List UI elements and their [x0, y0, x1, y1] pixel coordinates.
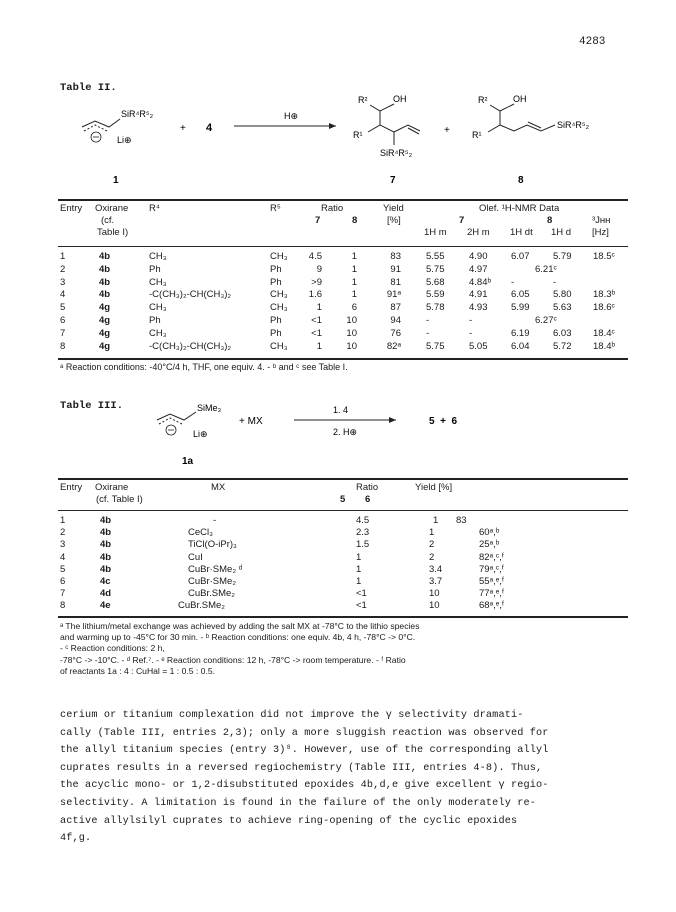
t2-yield: 81 [390, 276, 401, 288]
t2-h1m: 5.59 [426, 289, 445, 301]
table3-header [0, 482, 676, 512]
t2-ratio8: 10 [346, 315, 357, 326]
t2-h1d: 5.79 [553, 251, 572, 262]
page-number: 4283 [579, 36, 606, 48]
product7-si: SiR⁴R⁵₂ [380, 148, 413, 158]
t3-yield: 55ᵃ,ᵉ,ᶠ [479, 576, 505, 587]
t2-oxirane: 4b [99, 289, 111, 301]
t2-oxirane: 4g [99, 302, 111, 314]
t2-ratio8: 1 [351, 263, 357, 275]
t3-entry: 1 [60, 515, 66, 526]
table3-caption: Table III. [60, 400, 124, 412]
t2-entry: 5 [60, 302, 66, 314]
compound-label-8: 8 [518, 175, 524, 186]
t2-r4: CH₃ [149, 276, 167, 288]
t2-h1m: 5.78 [426, 302, 445, 314]
t2-h1dt: - [511, 276, 515, 288]
t2-h1d: 5.80 [553, 289, 572, 301]
t3-yield: 77ᵃ,ᵉ,ᶠ [479, 588, 505, 600]
t2-h1dt: 6.07 [511, 251, 530, 262]
t2-r5: Ph [270, 263, 282, 275]
t2-yield: 82ᵃ [386, 340, 401, 352]
t3-ratio6: 2 [429, 551, 435, 563]
t2-oxirane: 4b [99, 251, 111, 262]
t2-oxirane: 4g [99, 315, 111, 326]
t2-ratio8: 6 [351, 302, 357, 314]
t2-r5: CH₃ [270, 251, 288, 262]
t2-ratio7: 4.5 [308, 251, 322, 262]
t3-entry: 3 [60, 539, 66, 551]
t3-oxirane: 4b [100, 551, 112, 563]
t2-ratio7: 1.6 [308, 289, 322, 301]
t2-entry: 8 [60, 340, 66, 352]
t2-h2m: 5.05 [469, 340, 488, 352]
t2-r4: -C(CH₃)₂-CH(CH₃)₂ [149, 340, 232, 352]
table2-body [0, 251, 676, 356]
t2-h1m: 5.68 [426, 276, 445, 288]
product7-r1: R¹ [353, 130, 363, 140]
t3-mx: CuBr.SMe₂ [188, 588, 235, 600]
t3-h-cf: (cf. Table I) [96, 494, 143, 505]
reagent-si-label: SiR⁴R⁵₂ [121, 109, 154, 119]
t2-ratio7: >9 [311, 276, 322, 288]
t3-yield: 25ᵃ,ᵇ [479, 539, 500, 551]
product8-r2: R² [478, 95, 488, 105]
t2-ratio8: 1 [351, 289, 357, 301]
t3-mx: CeCl₃ [188, 527, 213, 539]
body-text-line: the allyl titanium species (entry 3)⁸. However, use of the corresponding allyl [60, 745, 549, 757]
t2-jhh: 18.4ᵇ [593, 340, 616, 352]
t3-mx: - [213, 515, 217, 526]
t2-h1dt: 6.21ᶜ [535, 263, 557, 275]
t3-oxirane: 4b [100, 563, 112, 575]
t2-yield: 91ᵃ [386, 289, 401, 301]
t2-h-table1: Table I) [97, 227, 129, 238]
t2-r5: Ph [270, 327, 282, 339]
t3-oxirane: 4c [100, 576, 111, 587]
product8-oh: OH [513, 95, 527, 104]
t3-yield: 68ᵃ,ᵉ,ᶠ [479, 600, 505, 612]
t2-h-yield-unit: [%] [387, 215, 401, 226]
t2-jhh: 18.6ᶜ [593, 302, 615, 314]
t2-oxirane: 4g [99, 340, 111, 352]
t2-h-1hdt: 1H dt [510, 227, 533, 238]
reagent-li-label: Li⊕ [117, 135, 132, 145]
t2-jhh: 18.4ᶜ [593, 327, 615, 339]
table3-header-rule [58, 510, 628, 511]
body-text-line: selectivity. A limitation is found in the failure of the only moderately re- [60, 797, 537, 809]
table3-scheme [0, 395, 676, 470]
t2-h-ratio8: 8 [352, 215, 358, 226]
arrow-top-label: 1. 4 [333, 405, 349, 415]
t2-entry: 7 [60, 327, 66, 339]
product7-oh: OH [393, 95, 407, 104]
table3-footnote-line: and warming up to -45°C for 30 min. - ᵇ Reaction conditions: one equiv. 4b, 4 h, -78°C -> 0°C. [60, 632, 416, 643]
t2-h-entry: Entry [60, 203, 83, 214]
t3-entry: 2 [60, 527, 66, 539]
t3-mx: CuBr·SMe₂ [188, 576, 237, 587]
t2-h-olef: Olef. ¹H-NMR Data [479, 203, 560, 214]
t2-jhh: 18.3ᵇ [593, 289, 616, 301]
t3-mx: CuBr·SMe₂ ᵈ [188, 563, 243, 575]
t2-r4: Ph [149, 263, 161, 275]
t3-h-yield: Yield [%] [415, 482, 453, 493]
scheme-plus-1: + [180, 123, 186, 134]
t2-h-1hm: 1H m [424, 227, 447, 238]
t3-ratio6: 2 [429, 539, 435, 551]
t2-oxirane: 4g [99, 327, 111, 339]
t2-ratio7: <1 [311, 327, 322, 339]
table2-header-rule [58, 246, 628, 247]
compound-label-7: 7 [390, 175, 396, 186]
t3-entry: 7 [60, 588, 66, 600]
t3-ratio5: 4.5 [356, 515, 370, 526]
t3-ratio6: 10 [429, 588, 440, 600]
t2-h1m: 5.75 [426, 263, 445, 275]
t2-h1dt: 6.27ᶜ [535, 315, 557, 326]
t2-h2m: - [469, 315, 473, 326]
body-text-line: the acyclic mono- or 1,2-disubstituted epoxides 4b,d,e give excellent γ regio- [60, 780, 549, 792]
t3-h-ratio: Ratio [356, 482, 379, 493]
t2-h1d: 6.03 [553, 327, 572, 339]
body-text-line: cerium or titanium complexation did not improve the γ selectivity dramati- [60, 710, 524, 721]
product-8-structure [488, 104, 555, 132]
t2-ratio8: 1 [351, 251, 357, 262]
t3-oxirane: 4d [100, 588, 112, 600]
t3-yield: 79ᵃ,ᶜ,ᶠ [479, 563, 504, 575]
t3-oxirane: 4b [100, 515, 112, 526]
t3-entry: 6 [60, 576, 66, 587]
t2-h-yield: Yield [383, 203, 404, 214]
t2-h-nmr8: 8 [547, 215, 553, 226]
t2-h2m: 4.90 [469, 251, 488, 262]
t2-ratio7: 1 [316, 340, 322, 352]
t2-r5: CH₃ [270, 289, 288, 301]
t2-h1d: 5.63 [553, 302, 572, 314]
compound-label-1: 1 [113, 175, 119, 186]
t2-r4: CH₃ [149, 251, 167, 262]
t2-h1d: 5.72 [553, 340, 572, 352]
t2-h-r5: R⁵ [270, 203, 281, 214]
t3-h-oxirane: Oxirane [95, 482, 129, 493]
t2-h1dt: 5.99 [511, 302, 530, 314]
body-text-line: active allylsilyl cuprates to achieve ring-opening of the cyclic epoxides [60, 815, 518, 827]
table3-footnote-line: ᵃ The lithium/metal exchange was achieved by adding the salt MX at -78°C to the lithio species [60, 621, 420, 631]
product8-si: SiR⁴R⁵₂ [557, 120, 590, 130]
t3-oxirane: 4e [100, 600, 111, 612]
scheme-reactant-4: 4 [206, 122, 213, 134]
t3-yield: 82ᵃ,ᶜ,ᶠ [479, 551, 504, 563]
t2-h-nmr7: 7 [459, 215, 465, 226]
t2-r4: -C(CH₃)₂-CH(CH₃)₂ [149, 289, 232, 301]
allyl-anion-structure [82, 119, 120, 131]
t2-h1m: 5.75 [426, 340, 445, 352]
body-text-line: cuprates results in a reversed regiochemistry (Table III, entries 4-8). Thus, [60, 762, 543, 774]
t2-h2m: 4.93 [469, 302, 488, 314]
table2-caption: Table II. [60, 82, 117, 94]
table3-footnote [60, 621, 640, 677]
t2-h-2hm: 2H m [467, 227, 490, 238]
table3-body [0, 515, 676, 615]
t3-ratio6: 10 [429, 600, 440, 612]
t2-h-hz: [Hz] [592, 227, 609, 238]
t2-ratio7: <1 [311, 315, 322, 326]
table2-footnote: ᵃ Reaction conditions: -40°C/4 h, THF, one equiv. 4. - ᵇ and ᶜ see Table I. [60, 362, 348, 372]
t3-entry: 5 [60, 563, 66, 575]
arrow-label-h: H⊕ [284, 111, 299, 121]
t2-r5: CH₃ [270, 302, 288, 314]
t2-ratio8: 10 [346, 327, 357, 339]
t2-r4: Ph [149, 315, 161, 326]
t2-ratio7: 1 [316, 302, 322, 314]
product-7-structure [368, 104, 420, 145]
t2-yield: 91 [390, 263, 401, 275]
t2-r5: CH₃ [270, 340, 288, 352]
t3-ratio6: 1 [433, 515, 439, 526]
scheme-plus-2: + [444, 125, 450, 136]
t2-h-oxirane: Oxirane [95, 203, 129, 214]
table2-header [0, 203, 676, 245]
body-text-line: 4f,g. [60, 833, 92, 845]
t2-h-cf: (cf. [101, 215, 115, 226]
t2-yield: 87 [390, 302, 401, 314]
t3-entry: 4 [60, 551, 66, 563]
t2-jhh: 18.5ᶜ [593, 251, 615, 262]
reagent-li-label-1a: Li⊕ [193, 429, 208, 439]
t3-oxirane: 4b [100, 539, 112, 551]
t3-ratio5: <1 [356, 600, 367, 612]
t2-h-ratio7: 7 [315, 215, 321, 226]
t2-yield: 83 [390, 251, 401, 262]
t2-h1m: - [426, 327, 430, 339]
body-text-line: cally (Table III, entries 2,3); only a more sluggish reaction was observed for [60, 727, 549, 739]
product8-r1: R¹ [472, 130, 482, 140]
table2-scheme [0, 95, 676, 210]
t2-h-ratio: Ratio [321, 203, 344, 214]
t3-ratio5: 1.5 [356, 539, 370, 551]
table3-bottom-rule [58, 616, 628, 618]
t3-mx: CuBr.SMe₂ [178, 600, 225, 612]
t3-oxirane: 4b [100, 527, 112, 539]
scheme-products-5-6: 5 + 6 [429, 416, 458, 427]
t3-ratio5: 1 [356, 576, 362, 587]
body-paragraph [60, 707, 645, 848]
t2-ratio8: 1 [351, 276, 357, 288]
t2-entry: 3 [60, 276, 66, 288]
t2-h2m: 4.97 [469, 263, 488, 275]
t2-h1m: - [426, 315, 430, 326]
t2-entry: 1 [60, 251, 66, 262]
t2-h2m: - [469, 327, 473, 339]
scheme-plus-mx: + MX [239, 416, 263, 427]
t3-mx: CuI [188, 551, 203, 563]
table3-footnote-line: -78°C -> -10°C. - ᵈ Ref.⁷. - ᵉ Reaction conditions: 12 h, -78°C -> room temperature. - ᶠ Ratio [60, 654, 406, 665]
t3-ratio6: 1 [429, 527, 435, 539]
t2-entry: 2 [60, 263, 66, 275]
t2-r5: Ph [270, 315, 282, 326]
t3-yield: 83 [456, 515, 467, 526]
t2-h-r4: R⁴ [149, 203, 160, 214]
table2-top-rule [58, 199, 628, 201]
t2-h1dt: 6.05 [511, 289, 530, 301]
t3-ratio6: 3.7 [429, 576, 443, 587]
compound-label-1a: 1a [182, 456, 194, 467]
t3-ratio6: 3.4 [429, 563, 443, 575]
t3-h-entry: Entry [60, 482, 83, 493]
product7-r2: R² [358, 95, 368, 105]
t3-entry: 8 [60, 600, 66, 612]
t2-ratio8: 10 [346, 340, 357, 352]
t2-h1d: - [553, 276, 557, 288]
t3-ratio5: 2.3 [356, 527, 370, 539]
reagent-sime3-label: SiMe₃ [197, 403, 222, 413]
t2-ratio7: 9 [316, 263, 322, 275]
arrow-bottom-label: 2. H⊕ [333, 427, 358, 437]
t2-entry: 6 [60, 315, 66, 326]
allyl-anion-structure-1a [157, 412, 196, 424]
t3-h-ratio5: 5 [340, 494, 346, 505]
t2-h-jhh: ³Jʜʜ [592, 215, 611, 226]
t2-r5: Ph [270, 276, 282, 288]
t3-mx: TiCl(O-iPr)₃ [188, 539, 237, 551]
t3-yield: 60ᵃ,ᵇ [479, 527, 500, 539]
t3-h-mx: MX [211, 482, 226, 493]
t2-h2m: 4.91 [469, 289, 488, 301]
table3-top-rule [58, 478, 628, 480]
t2-r4: CH₃ [149, 302, 167, 314]
t2-h1dt: 6.04 [511, 340, 530, 352]
t2-h1dt: 6.19 [511, 327, 530, 339]
t3-ratio5: 1 [356, 551, 362, 563]
t2-entry: 4 [60, 289, 66, 301]
t3-h-ratio6: 6 [365, 494, 371, 505]
t2-oxirane: 4b [99, 263, 111, 275]
table3-footnote-line: of reactants 1a : 4 : CuHal = 1 : 0.5 : 0.5. [60, 665, 216, 676]
t2-yield: 76 [390, 327, 401, 339]
t2-oxirane: 4b [99, 276, 111, 288]
t2-h1m: 5.55 [426, 251, 445, 262]
t2-r4: CH₃ [149, 327, 167, 339]
t2-h2m: 4.84ᵇ [469, 276, 492, 288]
t2-yield: 94 [390, 315, 401, 326]
t3-ratio5: <1 [356, 588, 367, 600]
table2-bottom-rule [58, 358, 628, 360]
t2-h-1hd: 1H d [551, 227, 572, 238]
table3-footnote-line: - ᶜ Reaction conditions: 2 h, [60, 643, 165, 654]
t3-ratio5: 1 [356, 563, 362, 575]
